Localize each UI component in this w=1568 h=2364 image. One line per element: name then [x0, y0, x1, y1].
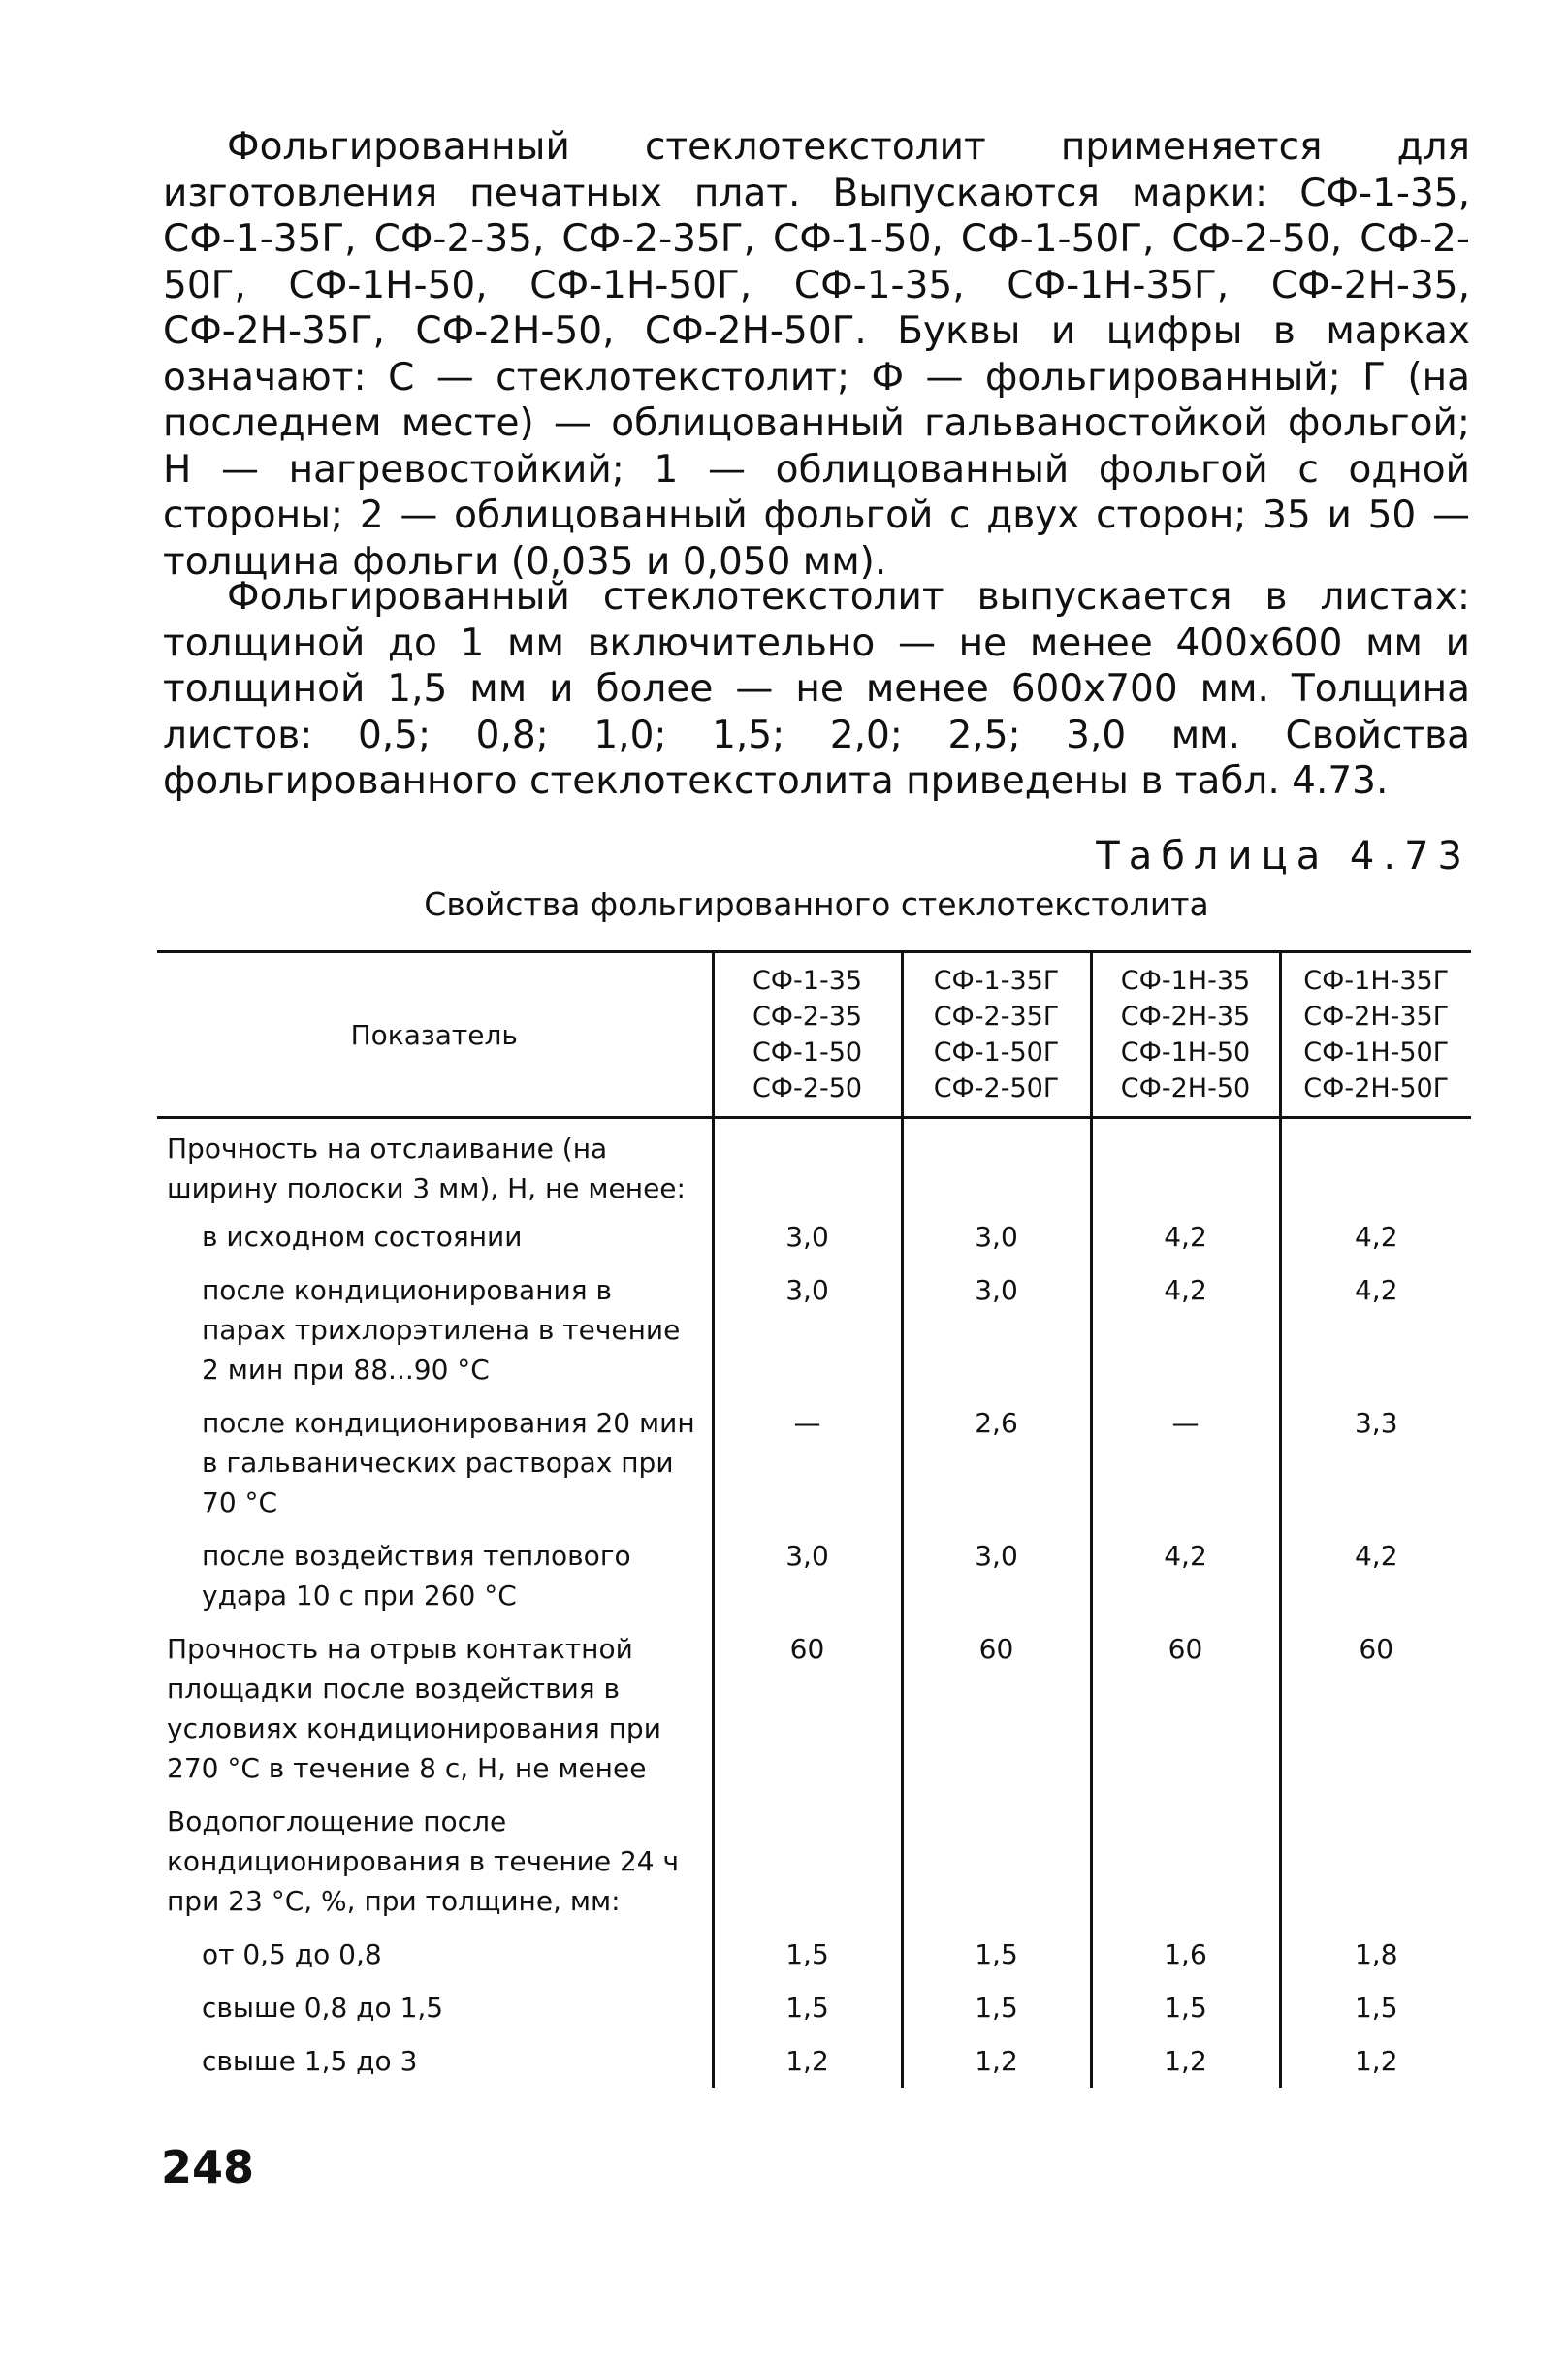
- header-indicator: Показатель: [350, 1018, 518, 1051]
- grade: СФ-1-35Г: [933, 966, 1060, 996]
- cell-value: [1280, 1795, 1471, 1928]
- cell-value: 2,6: [902, 1396, 1091, 1529]
- grade: СФ-1-50Г: [933, 1038, 1060, 1068]
- cell-value: 1,2: [1280, 2034, 1471, 2088]
- table-row: [157, 1118, 1471, 1211]
- table-row: [157, 1263, 1471, 1396]
- cell-value: 4,2: [1091, 1263, 1280, 1396]
- table-label: Таблица 4.73: [1096, 834, 1471, 879]
- table-row: [157, 1622, 1471, 1795]
- cell-value: 3,0: [902, 1529, 1091, 1622]
- table-row: [157, 1795, 1471, 1928]
- cell-value: 1,5: [713, 1928, 902, 1981]
- table-row: [157, 1396, 1471, 1529]
- cell-value: 4,2: [1280, 1529, 1471, 1622]
- header-grade-col-1: [713, 952, 902, 1118]
- grade: СФ-2Н-35: [1120, 1002, 1251, 1032]
- paragraph-grades: Фольгированный стеклотекстолит применяется для изготовления печатных плат. Выпускаются марки: СФ-1-35, СФ-1-35Г, СФ-2-35, СФ-2-35Г, СФ-1-50, СФ-1-50Г, СФ-2-50, СФ-2-50Г, СФ-1Н-50, СФ-1Н-50Г, СФ-1-35, СФ-1Н-35Г, СФ-2Н-35, СФ-2Н-35Г, СФ-2Н-50, СФ-2Н-50Г. Буквы и цифры в марках означают: С — стеклотекстолит; Ф — фольгированный; Г (на последнем месте) — облицованный гальваностойкой фольгой; Н — нагревостойкий; 1 — облицованный фольгой с одной стороны; 2 — облицованный фольгой с двух сторон; 35 и 50 — толщина фольги (0,035 и 0,050 мм).: [163, 125, 1470, 584]
- paragraph-sheet-sizes: Фольгированный стеклотекстолит выпускается в листах: толщиной до 1 мм включительно — не менее 400х600 мм и толщиной 1,5 мм и более — не менее 600х700 мм. Толщина листов: 0,5; 0,8; 1,0; 1,5; 2,0; 2,5; 3,0 мм. Свойства фольгированного стеклотекстолита приведены в табл. 4.73.: [163, 575, 1470, 803]
- cell-value: 3,0: [902, 1210, 1091, 1263]
- cell-value: 1,5: [713, 1981, 902, 2034]
- cell-value: —: [1091, 1396, 1280, 1529]
- grade: СФ-2-35: [752, 1002, 863, 1032]
- grade: СФ-1-35: [752, 966, 863, 996]
- cell-value: [1091, 1795, 1280, 1928]
- grade: СФ-2-50Г: [933, 1073, 1060, 1103]
- row-label: Водопоглощение после кондиционирования в течение 24 ч при 23 °С, %, при толщине, мм:: [167, 1805, 680, 1917]
- cell-value: [1091, 1118, 1280, 1211]
- table-row: [157, 1928, 1471, 1981]
- header-grade-col-3: [1091, 952, 1280, 1118]
- grade: СФ-2Н-50Г: [1303, 1073, 1450, 1103]
- cell-value: [902, 1795, 1091, 1928]
- cell-value: 1,5: [902, 1928, 1091, 1981]
- cell-value: 4,2: [1091, 1210, 1280, 1263]
- row-label: в исходном состоянии: [202, 1221, 523, 1253]
- cell-value: 3,0: [713, 1263, 902, 1396]
- page-number: 248: [161, 2141, 255, 2193]
- row-label: Прочность на отслаивание (на ширину полоски 3 мм), Н, не менее:: [167, 1133, 686, 1204]
- cell-value: [1280, 1118, 1471, 1211]
- row-label: после кондиционирования 20 мин в гальванических растворах при 70 °С: [202, 1407, 695, 1518]
- grade: СФ-2-35Г: [933, 1002, 1060, 1032]
- grade: СФ-1Н-35: [1120, 966, 1251, 996]
- grade: СФ-1Н-35Г: [1303, 966, 1450, 996]
- row-label: Прочность на отрыв контактной площадки после воздействия в условиях кондиционирования при 270 °С в течение 8 с, Н, не менее: [167, 1633, 661, 1784]
- grade: СФ-2Н-35Г: [1303, 1002, 1450, 1032]
- row-label: после воздействия теплового удара 10 с при 260 °С: [202, 1540, 631, 1612]
- cell-value: [713, 1118, 902, 1211]
- cell-value: 1,2: [1091, 2034, 1280, 2088]
- cell-value: 3,3: [1280, 1396, 1471, 1529]
- cell-value: 3,0: [713, 1529, 902, 1622]
- table-row: [157, 1981, 1471, 2034]
- table-row: [157, 2034, 1471, 2088]
- table-title: Свойства фольгированного стеклотекстолита: [424, 885, 1209, 923]
- cell-value: 1,8: [1280, 1928, 1471, 1981]
- cell-value: 3,0: [902, 1263, 1091, 1396]
- header-grade-col-2: [902, 952, 1091, 1118]
- grade: СФ-2-50: [752, 1073, 863, 1103]
- properties-table: [157, 950, 1471, 2088]
- cell-value: 1,5: [902, 1981, 1091, 2034]
- cell-value: 3,0: [713, 1210, 902, 1263]
- cell-value: 4,2: [1280, 1263, 1471, 1396]
- table-row: [157, 1210, 1471, 1263]
- cell-value: 60: [713, 1622, 902, 1795]
- cell-value: 60: [1091, 1622, 1280, 1795]
- cell-value: 60: [902, 1622, 1091, 1795]
- cell-value: 1,5: [1091, 1981, 1280, 2034]
- cell-value: 1,2: [902, 2034, 1091, 2088]
- grade: СФ-1-50: [752, 1038, 863, 1068]
- table-header-row: [157, 952, 1471, 1118]
- grade: СФ-2Н-50: [1120, 1073, 1251, 1103]
- cell-value: [713, 1795, 902, 1928]
- grade: СФ-1Н-50: [1120, 1038, 1251, 1068]
- cell-value: 1,5: [1280, 1981, 1471, 2034]
- cell-value: 4,2: [1280, 1210, 1471, 1263]
- table-row: [157, 1529, 1471, 1622]
- header-grade-col-4: [1280, 952, 1471, 1118]
- row-label: свыше 1,5 до 3: [202, 2045, 418, 2077]
- cell-value: 60: [1280, 1622, 1471, 1795]
- cell-value: —: [713, 1396, 902, 1529]
- cell-value: 4,2: [1091, 1529, 1280, 1622]
- row-label: от 0,5 до 0,8: [202, 1938, 382, 1970]
- row-label: свыше 0,8 до 1,5: [202, 1992, 444, 2024]
- grade: СФ-1Н-50Г: [1303, 1038, 1450, 1068]
- row-label: после кондиционирования в парах трихлорэтилена в течение 2 мин при 88...90 °С: [202, 1274, 681, 1386]
- cell-value: [902, 1118, 1091, 1211]
- cell-value: 1,2: [713, 2034, 902, 2088]
- cell-value: 1,6: [1091, 1928, 1280, 1981]
